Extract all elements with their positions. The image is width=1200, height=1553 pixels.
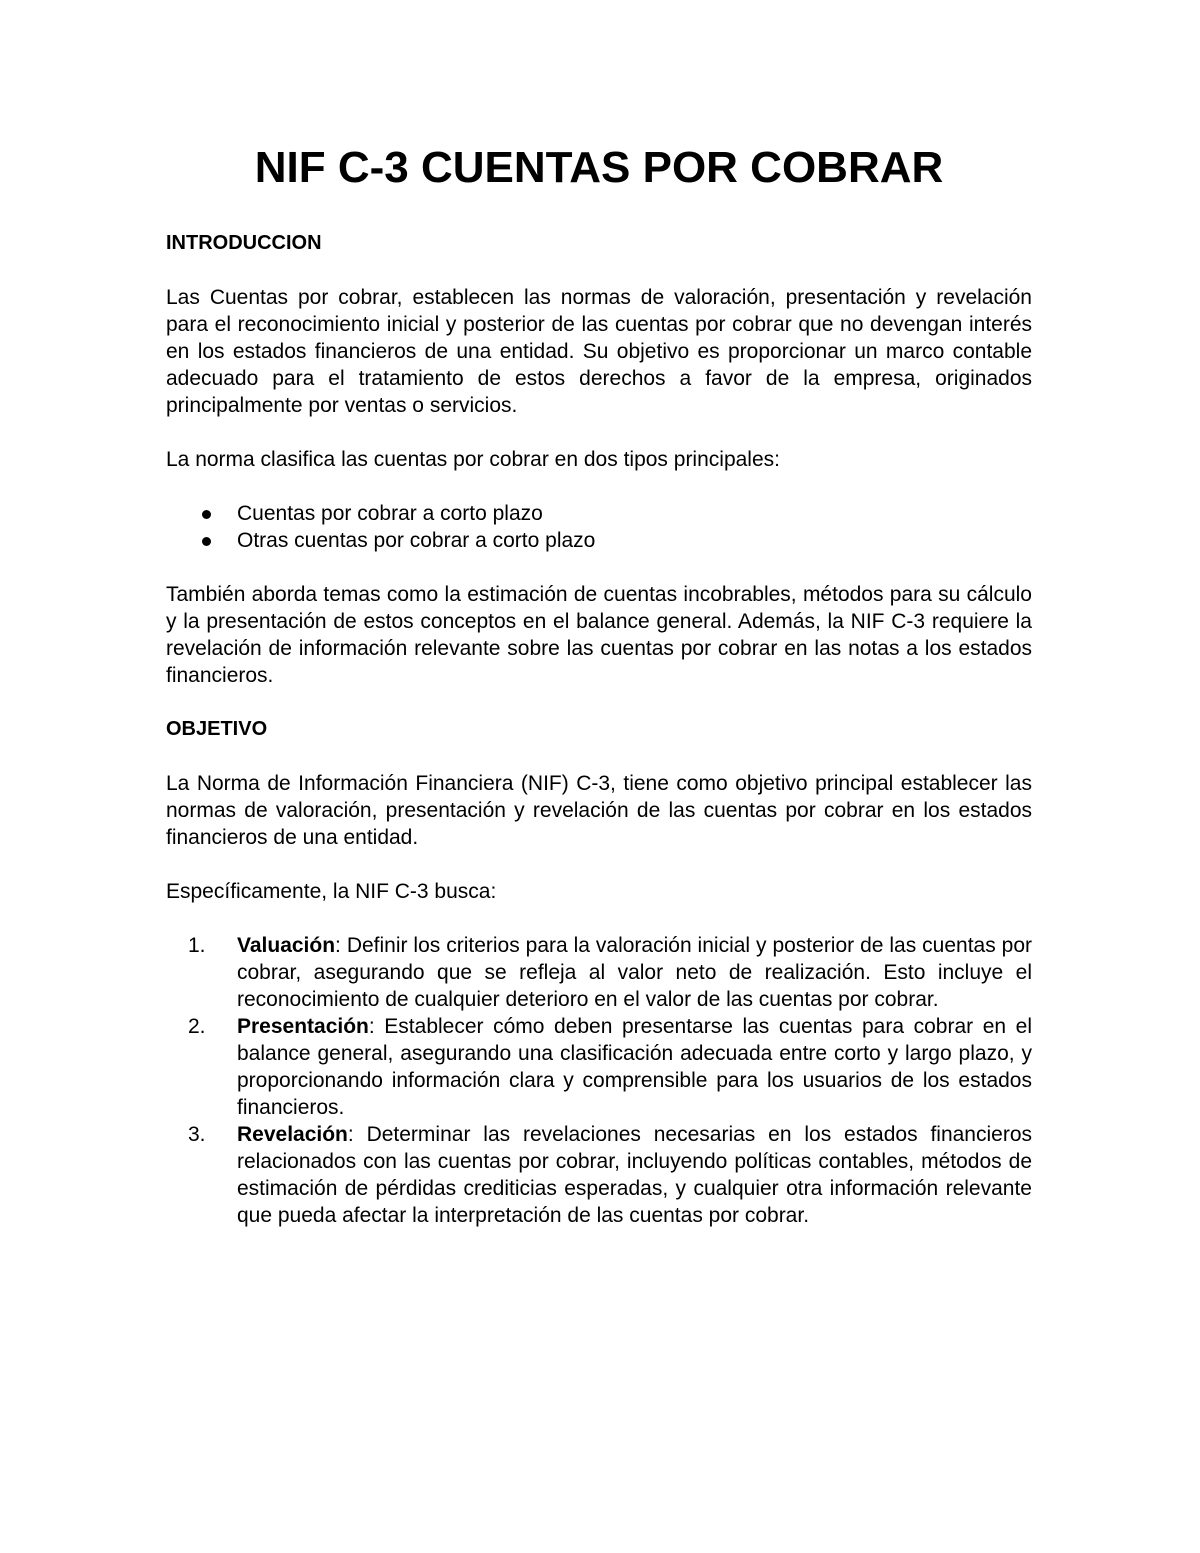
intro-paragraph-2: La norma clasifica las cuentas por cobrar en dos tipos principales: (166, 448, 780, 471)
objective-paragraph-2: Específicamente, la NIF C-3 busca: (166, 880, 497, 903)
list-number: 2. (188, 1015, 206, 1038)
intro-heading: INTRODUCCION (166, 232, 322, 254)
spacer (166, 473, 1032, 500)
list-item (166, 932, 1032, 1013)
list-item (166, 527, 1032, 554)
spacer (166, 743, 1032, 770)
classification-list (166, 500, 1032, 554)
list-number: 1. (188, 934, 206, 957)
intro-paragraph-1: Las Cuentas por cobrar, establecen las normas de valoración, presentación y revelación para el reconocimiento inicial y posterior de las cuentas por cobrar que no devengan interés en los estados financieros de una entidad. Su objetivo es proporcionar un marco contable adecuado para el tratamiento de estos derechos a favor de la empresa, originados principalmente por ventas o servicios. (166, 286, 1032, 417)
list-item-text: : Establecer cómo deben presentarse las cuentas para cobrar en el balance general, asegurando una clasificación adecuada entre corto y largo plazo, y proporcionando información clara y comprensible para los usuarios de los estados financieros. (237, 1015, 1032, 1119)
list-item-text: : Determinar las revelaciones necesarias en los estados financieros relacionados con las cuentas por cobrar, incluyendo políticas contables, métodos de estimación de pérdidas crediticias esperadas, y cualquier otra información relevante que pueda afectar la interpretación de las cuentas por cobrar. (237, 1123, 1032, 1227)
list-item (166, 500, 1032, 527)
objective-paragraph-1: La Norma de Información Financiera (NIF) C-3, tiene como objetivo principal establecer las normas de valoración, presentación y revelación de las cuentas por cobrar en los estados financieros de una entidad. (166, 772, 1032, 849)
bullet-icon (202, 510, 211, 519)
objective-heading: OBJETIVO (166, 718, 268, 740)
intro-paragraph-3: También aborda temas como la estimación de cuentas incobrables, métodos para su cálculo y la presentación de estos conceptos en el balance general. Además, la NIF C-3 requiere la revelación de información relevante sobre las cuentas por cobrar en las notas a los estados financieros. (166, 583, 1032, 687)
spacer (166, 257, 1032, 284)
list-item-term: Presentación (237, 1015, 369, 1038)
list-item (166, 1121, 1032, 1229)
spacer (166, 554, 1032, 581)
spacer (166, 689, 1032, 716)
bullet-icon (202, 537, 211, 546)
list-number: 3. (188, 1123, 206, 1146)
list-item-text: Otras cuentas por cobrar a corto plazo (237, 529, 596, 552)
document-page (166, 140, 1032, 1229)
spacer (166, 851, 1032, 878)
list-item-text: : Definir los criterios para la valoración inicial y posterior de las cuentas por cobrar, asegurando que se refleja al valor neto de realización. Esto incluye el reconocimiento de cualquier deterioro en el valor de las cuentas por cobrar. (237, 934, 1032, 1011)
list-item-text: Cuentas por cobrar a corto plazo (237, 502, 543, 525)
spacer (166, 905, 1032, 932)
spacer (166, 419, 1032, 446)
list-item-term: Valuación (237, 934, 336, 957)
document-title: NIF C-3 CUENTAS POR COBRAR (254, 143, 944, 192)
list-item (166, 1013, 1032, 1121)
objective-list (166, 932, 1032, 1229)
spacer (166, 196, 1032, 230)
list-item-term: Revelación (237, 1123, 348, 1146)
